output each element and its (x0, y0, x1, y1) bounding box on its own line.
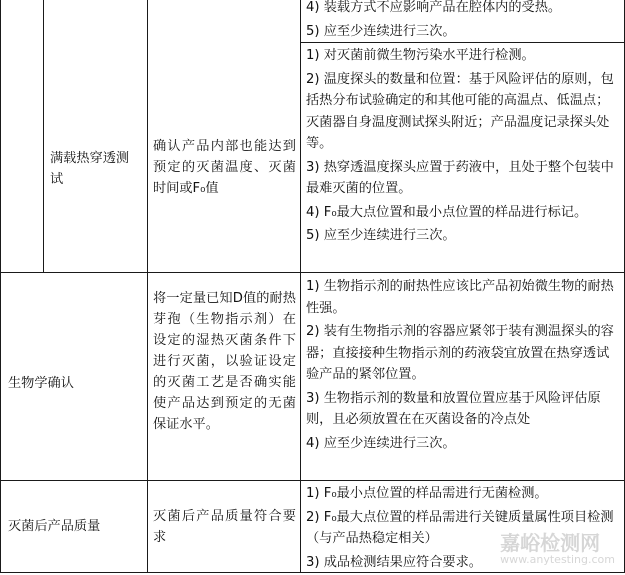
top-requirements (306, 0, 620, 44)
purpose-text: 确认产品内部也能达到预定的灭菌温度、灭菌时间或F₀值 (153, 139, 296, 196)
post-purpose (153, 506, 296, 548)
full-load-requirements (306, 45, 620, 249)
bio-category (8, 373, 143, 394)
col-divider (300, 0, 301, 573)
watermark (500, 527, 615, 566)
requirement-item: 2) 装有生物指示剂的容器应紧邻于装有测温探头的容器；直接接种生物指示剂的药液袋宜放置在热穿透试验产品的紧邻位置。 (306, 324, 614, 382)
purpose-text: 将一定量已知D值的耐热芽孢（生物指示剂）在设定的湿热灭菌条件下进行灭菌，以验证设定的灭菌工艺是否确实能使产品达到预定的无菌保证水平。 (153, 291, 296, 432)
category-label: 满载热穿透测试 (50, 151, 130, 187)
requirement-item: 3) 成品检测结果应符合要求。 (306, 554, 482, 570)
requirement-item: 1) 生物指示剂的耐热性应该比产品初始微生物的耐热性强。 (306, 279, 614, 316)
requirement-item: 3) 热穿透温度探头应置于药液中，且处于整个包装中最难灭菌的位置。 (306, 159, 614, 196)
row-divider (0, 480, 625, 481)
full-load-purpose (153, 136, 296, 199)
watermark-url: www.anytesting.com (500, 553, 615, 566)
full-load-category (50, 148, 142, 190)
bio-purpose (153, 288, 296, 435)
bio-requirements (306, 276, 620, 456)
category-label: 灭菌后产品质量 (8, 519, 101, 534)
requirement-item: 5) 应至少连续进行三次。 (306, 23, 456, 39)
purpose-text: 灭菌后产品质量符合要求 (153, 509, 296, 545)
post-category (8, 516, 143, 537)
row-divider (0, 272, 625, 273)
col-divider (43, 0, 44, 272)
category-label: 生物学确认 (8, 376, 74, 391)
requirement-item: 2) F₀最大点位置的样品需进行关键质量属性项目检测（与产品热稳定相关） (306, 509, 614, 546)
requirement-item: 4) 装载方式不应影响产品在腔体内的受热。 (306, 0, 562, 15)
requirement-item: 2) 温度探头的数量和位置：基于风险评估的原则，包括热分布试验确定的和其他可能的高温点、低温点；灭菌器自身温度测试探头附近；产品温度记录探头处等。 (306, 71, 614, 151)
requirement-item: 3) 生物指示剂的数量和放置位置应基于风险评估原则，且必须放置在在灭菌设备的冷点处 (306, 390, 601, 427)
requirement-item: 1) 对灭菌前微生物污染水平进行检测。 (306, 48, 535, 63)
requirement-item: 4) 应至少连续进行三次。 (306, 435, 456, 451)
requirement-item: 5) 应至少连续进行三次。 (306, 228, 456, 243)
requirement-item: 1) F₀最小点位置的样品需进行无菌检测。 (306, 486, 548, 501)
col-divider (0, 0, 1, 573)
col-divider (147, 0, 148, 573)
requirement-item: 4) F₀最大点位置和最小点位置的样品进行标记。 (306, 204, 588, 220)
watermark-main: 嘉峪检测网 (500, 531, 601, 555)
